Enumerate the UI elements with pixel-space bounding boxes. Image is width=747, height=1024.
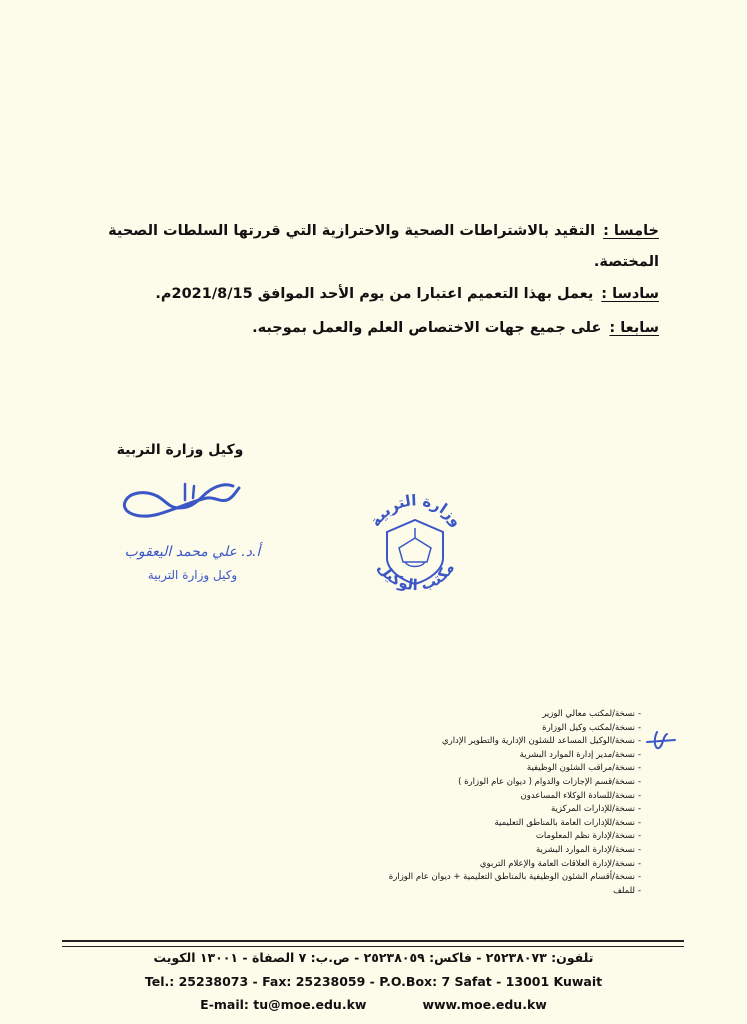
seal-top-text: وزارة التربية bbox=[366, 491, 466, 530]
clause-fifth-key: خامسا : bbox=[603, 223, 659, 239]
clause-sixth bbox=[155, 286, 659, 302]
clause-fifth bbox=[108, 223, 659, 239]
signer-title: وكيل وزارة التربية bbox=[116, 442, 244, 458]
cc-item: نسخة/للسادة الوكلاء المساعدون bbox=[520, 790, 635, 801]
footer-email: E-mail: tu@moe.edu.kw bbox=[200, 997, 367, 1012]
footer-rule-thin bbox=[62, 946, 684, 947]
svg-text:وزارة التربية bbox=[366, 491, 466, 530]
cc-item: نسخة/مدير إدارة الموارد البشرية bbox=[519, 749, 635, 760]
signer-role: وكيل وزارة التربية bbox=[147, 568, 238, 582]
clause-seventh-text: على جميع جهات الاختصاص العلم والعمل بموجبه. bbox=[252, 320, 602, 336]
cc-item: نسخة/لمكتب وكيل الوزارة bbox=[542, 722, 635, 733]
ministry-seal-icon bbox=[355, 470, 475, 620]
cc-item: نسخة/قسم الإجازات والدوام ( ديوان عام الوزارة ) bbox=[458, 776, 635, 787]
cc-item: نسخة/لإدارة الموارد البشرية bbox=[535, 844, 635, 855]
cc-item: نسخة/الوكيل المساعد للشئون الإدارية والتطوير الإداري bbox=[441, 736, 635, 747]
cc-item: نسخة/للإدارات المركزية bbox=[550, 804, 635, 815]
footer-contact-english: Tel.: 25238073 - Fax: 25238059 - P.O.Box: 7 Safat - 13001 Kuwait bbox=[144, 974, 603, 989]
cc-item: نسخة/للإدارات العامة بالمناطق التعليمية bbox=[494, 817, 635, 828]
cc-item: نسخة/أقسام الشئون الوظيفية بالمناطق التعليمية + ديوان عام الوزارة bbox=[388, 872, 635, 883]
cc-bullets: - - - - - - - - - - - - - - bbox=[638, 709, 642, 896]
footer-rule-thick bbox=[62, 940, 684, 942]
clause-seventh bbox=[252, 320, 659, 336]
cc-item: نسخة/لمكتب معالي الوزير bbox=[542, 709, 635, 719]
cc-item: نسخة/لإدارة نظم المعلومات bbox=[535, 831, 635, 842]
initials-scribble-icon bbox=[645, 728, 677, 754]
signer-name: أ.د. علي محمد اليعقوب bbox=[124, 544, 261, 560]
footer-web bbox=[0, 997, 747, 1012]
clause-seventh-key: سابعا : bbox=[609, 320, 659, 336]
cc-item: للملف bbox=[613, 885, 635, 896]
svg-text:مكتب الوكيل bbox=[374, 559, 458, 594]
clause-sixth-key: سادسا : bbox=[601, 286, 659, 302]
seal-bottom-text: مكتب الوكيل bbox=[373, 558, 459, 595]
clause-fifth-text: التقيد بالاشتراطات الصحية والاحترازية التي قررتها السلطات الصحية bbox=[108, 223, 596, 239]
cc-list bbox=[375, 708, 635, 898]
footer-contact-arabic: تلفون: ٢٥٢٣٨٠٧٣ - فاكس: ٢٥٢٣٨٠٥٩ - ص.ب: ٧ الصفاة - ١٣٠٠١ الكويت bbox=[153, 950, 594, 965]
signature-scribble-icon bbox=[115, 478, 245, 526]
clause-sixth-text: يعمل بهذا التعميم اعتبارا من يوم الأحد الموافق 2021/8/15م. bbox=[155, 286, 594, 302]
footer-website: www.moe.edu.kw bbox=[422, 997, 547, 1012]
cc-item: نسخة/لإدارة العلاقات العامة والإعلام التربوي bbox=[479, 858, 635, 869]
cc-item: نسخة/مراقب الشئون الوظيفية bbox=[526, 763, 635, 774]
clause-fifth-continuation: المختصة. bbox=[593, 254, 659, 270]
